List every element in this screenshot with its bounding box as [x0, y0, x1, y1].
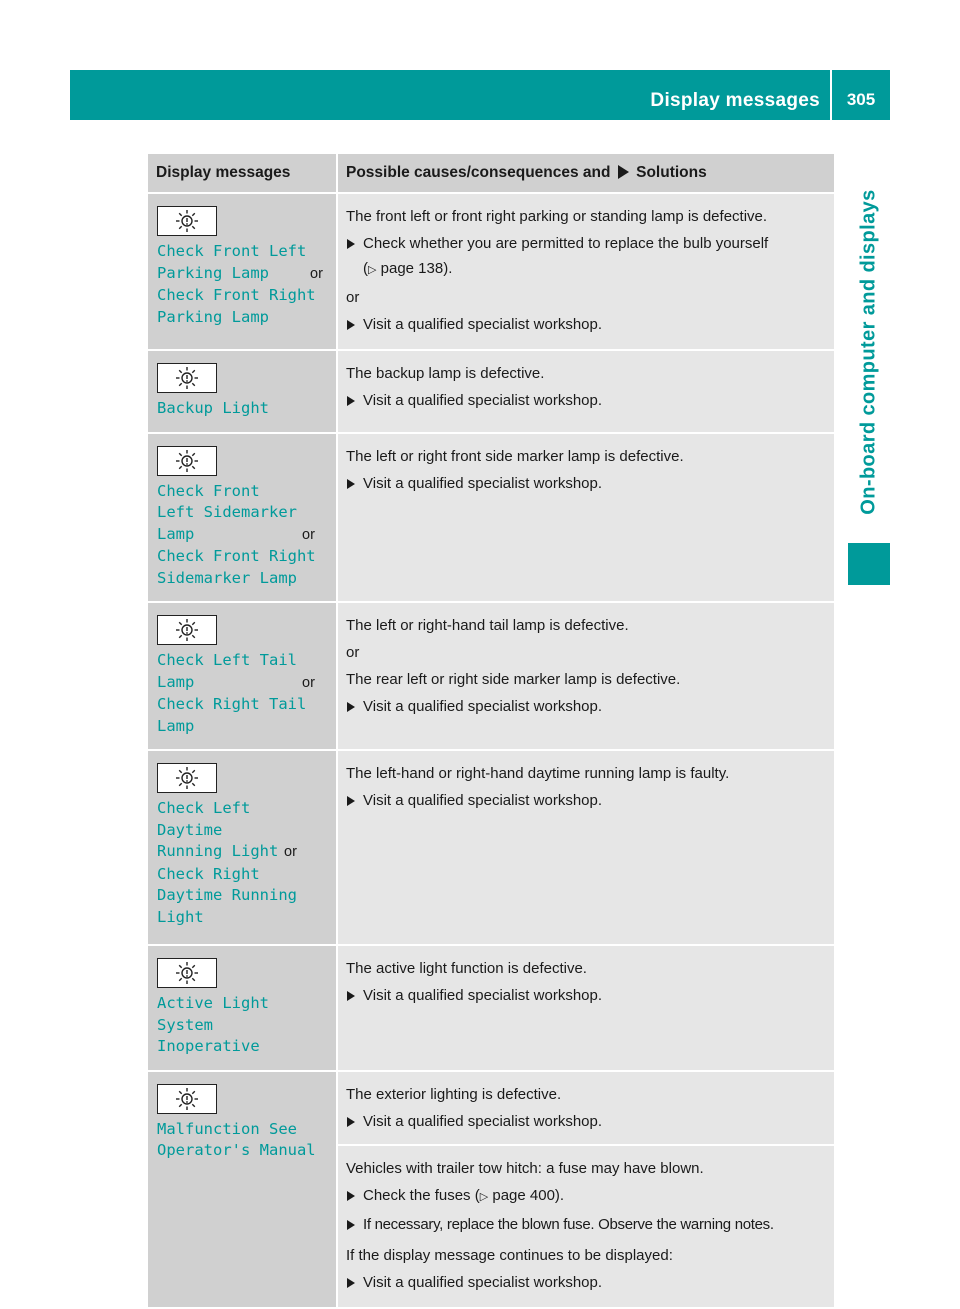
- message-cell: [148, 750, 337, 945]
- step-arrow-icon: [347, 320, 355, 330]
- side-tab-marker: [848, 543, 890, 585]
- step-text: Check the fuses (: [363, 1186, 480, 1204]
- step-arrow-icon: [347, 991, 355, 1001]
- cause-text: The active light function is defective.: [346, 960, 587, 977]
- table-row: [148, 1071, 834, 1308]
- step-arrow-icon: [347, 1220, 355, 1230]
- display-messages-table: [148, 154, 834, 1309]
- display-message-text: [157, 241, 328, 328]
- step-text: Check whether you are permitted to replace the bulb yourself: [363, 235, 769, 252]
- header-title: Display messages: [650, 90, 820, 111]
- step-text: Visit a qualified specialist workshop.: [363, 392, 603, 409]
- step-arrow-icon: [347, 479, 355, 489]
- cause-text: The rear left or right side marker lamp is defective.: [346, 671, 681, 688]
- table-row: [148, 750, 834, 945]
- step-text: If necessary, replace the blown fuse. Observe the warning notes.: [363, 1215, 774, 1233]
- message-part: Malfunction See Operator's Manual: [157, 1119, 316, 1159]
- message-cell: [148, 602, 337, 750]
- cause-text: The backup lamp is defective.: [346, 365, 545, 382]
- step-text: Visit a qualified specialist workshop.: [363, 1112, 603, 1130]
- solution-step: [346, 694, 826, 719]
- or-separator: or: [310, 265, 323, 282]
- message-cell: [148, 433, 337, 603]
- display-message-text: [157, 1119, 328, 1162]
- lamp-warning-icon: [157, 958, 217, 988]
- table-header-row: [148, 154, 834, 193]
- cause-text: The left-hand or right-hand daytime running lamp is faulty.: [346, 765, 730, 782]
- table-row: [148, 602, 834, 750]
- table-row: [148, 350, 834, 433]
- message-part: Check Left Daytime Running Light: [157, 799, 279, 860]
- or-separator: or: [302, 674, 315, 691]
- message-part: Check Right Tail Lamp: [157, 695, 307, 735]
- or-separator: or: [284, 844, 297, 860]
- step-text: Visit a qualified specialist workshop.: [363, 792, 603, 809]
- solution-cell: [337, 602, 834, 750]
- page-ref-icon: ▷: [479, 1190, 489, 1203]
- solution-cell: [337, 1071, 834, 1308]
- step-arrow-icon: [347, 1278, 355, 1288]
- solution-step: [346, 388, 826, 413]
- cause-text: Vehicles with trailer tow hitch: a fuse may have blown.: [346, 1159, 704, 1177]
- solution-cell: [337, 750, 834, 945]
- solution-step: [346, 1109, 826, 1134]
- cell-spacer: [346, 498, 826, 554]
- message-cell: [148, 945, 337, 1071]
- page-header: [70, 70, 890, 120]
- lamp-warning-icon: [157, 615, 217, 645]
- step-text: Visit a qualified specialist workshop.: [363, 316, 603, 333]
- solution-step: [346, 983, 826, 1008]
- column-header-causes-text: Possible causes/consequences and: [346, 164, 611, 181]
- column-header-solutions-text: Solutions: [636, 164, 707, 181]
- or-separator: or: [302, 526, 315, 543]
- page-ref-icon: ▷: [368, 264, 377, 276]
- solution-step: Check whether you are permitted to replace the bulb yourself (▷ page 138).: [346, 231, 826, 283]
- message-part: Check Front Left Sidemarker Lamp: [157, 481, 297, 543]
- column-header-messages: Display messages: [148, 154, 337, 193]
- page-reference[interactable]: page 138).: [380, 260, 453, 277]
- step-arrow-icon: [347, 239, 355, 249]
- message-part: Check Left Tail Lamp: [157, 651, 297, 691]
- step-text: Visit a qualified specialist workshop.: [363, 987, 603, 1004]
- step-text: Visit a qualified specialist workshop.: [363, 474, 603, 492]
- display-message-text: [157, 398, 328, 420]
- cause-text: The exterior lighting is defective.: [346, 1085, 562, 1103]
- solution-step: [346, 312, 826, 337]
- solution-step: [346, 1270, 826, 1295]
- step-arrow-icon: [347, 1117, 355, 1127]
- message-part: Active Light System Inoperative: [157, 994, 269, 1055]
- or-text: or: [346, 644, 360, 661]
- step-arrow-icon: [347, 702, 355, 712]
- solution-step: [346, 471, 826, 496]
- table-row: [148, 433, 834, 603]
- table-row: [148, 193, 834, 350]
- display-message-text: [157, 650, 328, 737]
- cause-text: The left or right-hand tail lamp is defective.: [346, 617, 629, 634]
- lamp-warning-icon: [157, 446, 217, 476]
- display-message-text: [157, 798, 328, 928]
- message-cell: [148, 350, 337, 433]
- trailer-fuse-section: [338, 1144, 834, 1295]
- step-arrow-icon: [347, 796, 355, 806]
- message-part: Check Right Daytime Running Light: [157, 864, 297, 926]
- column-header-causes: [337, 154, 834, 193]
- solution-step: [346, 1183, 826, 1210]
- step-text: Visit a qualified specialist workshop.: [363, 698, 603, 715]
- step-arrow-icon: [347, 1191, 355, 1201]
- lamp-warning-icon: [157, 363, 217, 393]
- solutions-arrow-icon: [618, 165, 629, 179]
- display-message-text: [157, 993, 328, 1058]
- lamp-warning-icon: [157, 1084, 217, 1114]
- solution-cell: [337, 945, 834, 1071]
- page-number: 305: [846, 90, 876, 109]
- table-row: [148, 945, 834, 1071]
- side-tab: [848, 168, 890, 536]
- cell-spacer: [157, 928, 328, 932]
- or-text: or: [346, 289, 360, 306]
- lamp-warning-icon: [157, 206, 217, 236]
- lamp-warning-icon: [157, 763, 217, 793]
- solution-cell: [337, 193, 834, 350]
- step-arrow-icon: [347, 396, 355, 406]
- solution-cell: [337, 433, 834, 603]
- page-reference[interactable]: page 400).: [492, 1186, 565, 1204]
- solution-step: [346, 788, 826, 813]
- message-cell: [148, 193, 337, 350]
- cause-text: If the display message continues to be displayed:: [346, 1246, 673, 1264]
- solution-step: [346, 1212, 826, 1237]
- solution-cell: [337, 350, 834, 433]
- cause-text: The left or right front side marker lamp is defective.: [346, 447, 684, 465]
- message-cell: [148, 1071, 337, 1308]
- message-part: Check Front Right Parking Lamp: [157, 286, 316, 326]
- message-part: Backup Light: [157, 399, 269, 417]
- cause-text: The front left or front right parking or standing lamp is defective.: [346, 208, 768, 225]
- step-text: Visit a qualified specialist workshop.: [363, 1273, 603, 1291]
- message-part: Check Front Left Parking Lamp: [157, 242, 307, 282]
- message-part: Check Front Right Sidemarker Lamp: [157, 547, 316, 587]
- display-message-text: [157, 481, 328, 590]
- side-tab-label: On-board computer and displays: [857, 189, 880, 515]
